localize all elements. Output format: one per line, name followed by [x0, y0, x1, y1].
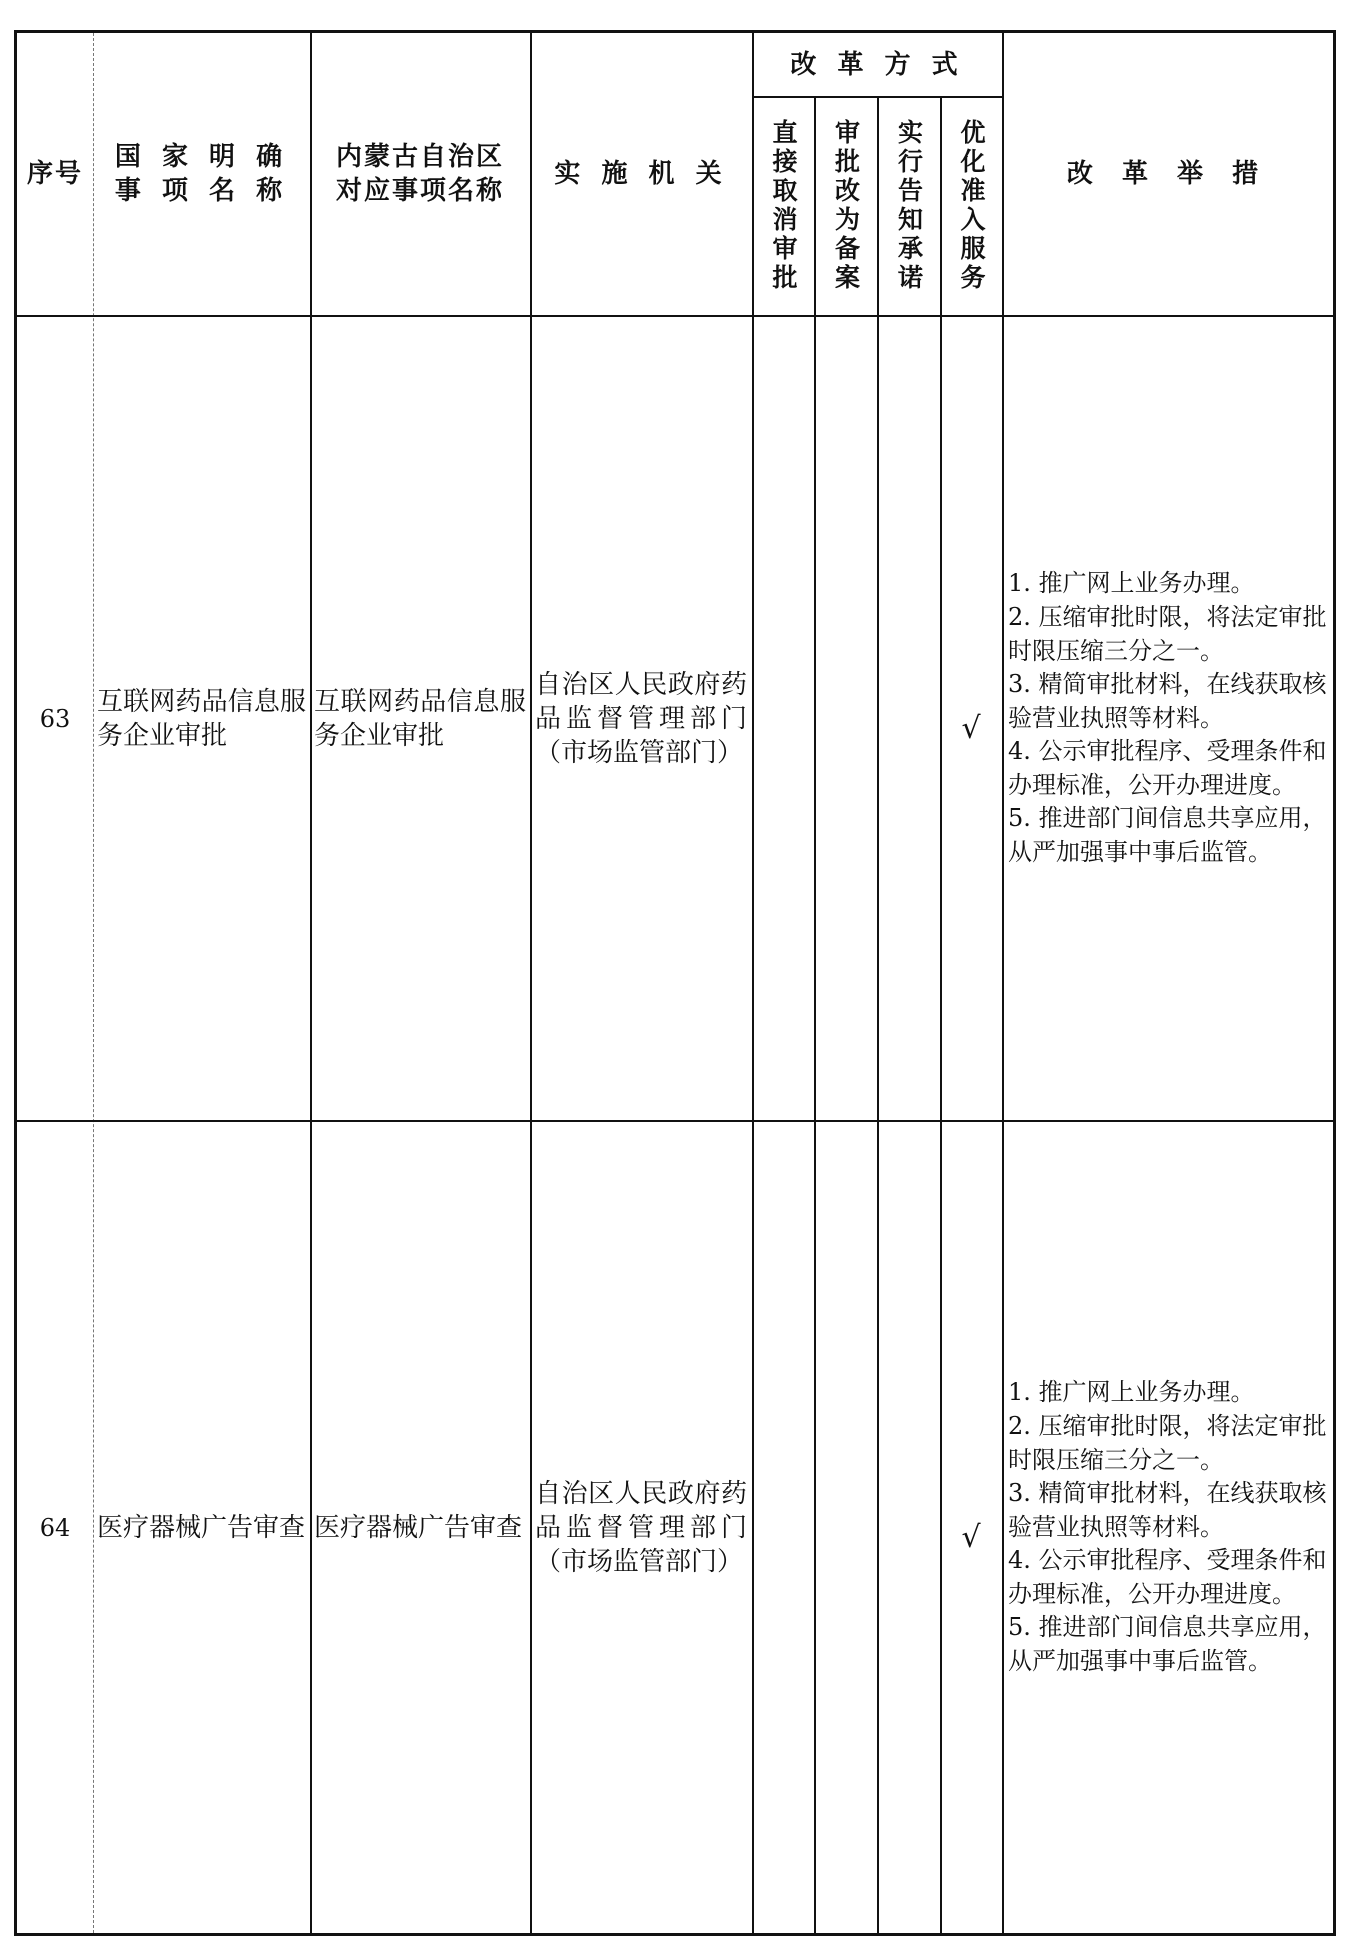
header-mode-cancel-cell	[752, 96, 814, 315]
header-measures: 改 革 举 措	[1066, 159, 1269, 189]
row-seq: 64	[39, 1513, 71, 1542]
header-mode-notify: 实行告知承诺	[894, 118, 924, 293]
measure-item: 5. 推进部门间信息共享应用，从严加强事中事后监管。	[1008, 804, 1327, 867]
row-optimize-check: √	[961, 1520, 981, 1555]
row-agency-cell	[530, 317, 752, 1120]
header-national-item: 国 家 明 确 事 项 名 称	[114, 142, 289, 206]
header-mode-optimize-cell	[940, 96, 1002, 315]
col-divider-mode1	[814, 96, 816, 1933]
measure-item: 2. 压缩审批时限，将法定审批时限压缩三分之一。	[1008, 602, 1327, 665]
header-seq: 序号	[26, 159, 83, 189]
row-national-item-cell	[93, 317, 310, 1120]
header-reform-mode: 改 革 方 式	[790, 49, 964, 80]
header-mode-filing: 审批改为备案	[831, 118, 861, 293]
measure-item: 4. 公示审批程序、受理条件和办理标准，公开办理进度。	[1008, 737, 1327, 799]
header-mode-filing-cell	[814, 96, 877, 315]
row-measures-cell	[1002, 1122, 1333, 1933]
measure-item: 4. 公示审批程序、受理条件和办理标准，公开办理进度。	[1008, 1546, 1327, 1608]
measure-item: 2. 压缩审批时限，将法定审批时限压缩三分之一。	[1008, 1411, 1327, 1474]
row-region-item: 医疗器械广告审查	[314, 1512, 523, 1543]
measure-item: 1. 推广网上业务办理。	[1008, 569, 1255, 598]
row-national-item: 医疗器械广告审查	[97, 1512, 306, 1543]
row-measures	[1002, 1376, 1333, 1678]
row-agency-cell	[530, 1122, 752, 1933]
row-measures	[1002, 567, 1333, 869]
header-region-item: 内蒙古自治区 对应事项名称	[335, 142, 504, 206]
header-mode-optimize: 优化准入服务	[957, 118, 986, 293]
measure-item: 3. 精简审批材料，在线获取核验营业执照等材料。	[1008, 1479, 1327, 1541]
col-divider-mode2	[877, 96, 879, 1933]
measure-item: 1. 推广网上业务办理。	[1008, 1378, 1255, 1407]
row-region-item-cell	[310, 1122, 530, 1933]
row-measures-cell	[1002, 317, 1333, 1120]
row-national-item: 互联网药品信息服务企业审批	[97, 686, 306, 751]
col-divider-agency	[752, 33, 754, 1933]
measure-item: 5. 推进部门间信息共享应用，从严加强事中事后监管。	[1008, 1613, 1327, 1676]
reform-table	[14, 30, 1336, 1936]
header-mode-notify-cell	[877, 96, 940, 315]
row-agency: 自治区人民政府药品监督管理部门（市场监管部门）	[535, 1478, 747, 1577]
row-seq: 63	[39, 704, 71, 733]
row-national-item-cell	[93, 1122, 310, 1933]
header-agency: 实 施 机 关	[554, 159, 728, 189]
row-optimize-check: √	[961, 711, 981, 746]
row-agency: 自治区人民政府药品监督管理部门（市场监管部门）	[535, 669, 747, 768]
header-mode-cancel: 直接取消审批	[769, 118, 798, 293]
measure-item: 3. 精简审批材料，在线获取核验营业执照等材料。	[1008, 670, 1327, 732]
row-region-item: 互联网药品信息服务企业审批	[314, 686, 526, 751]
row-region-item-cell	[310, 317, 530, 1120]
